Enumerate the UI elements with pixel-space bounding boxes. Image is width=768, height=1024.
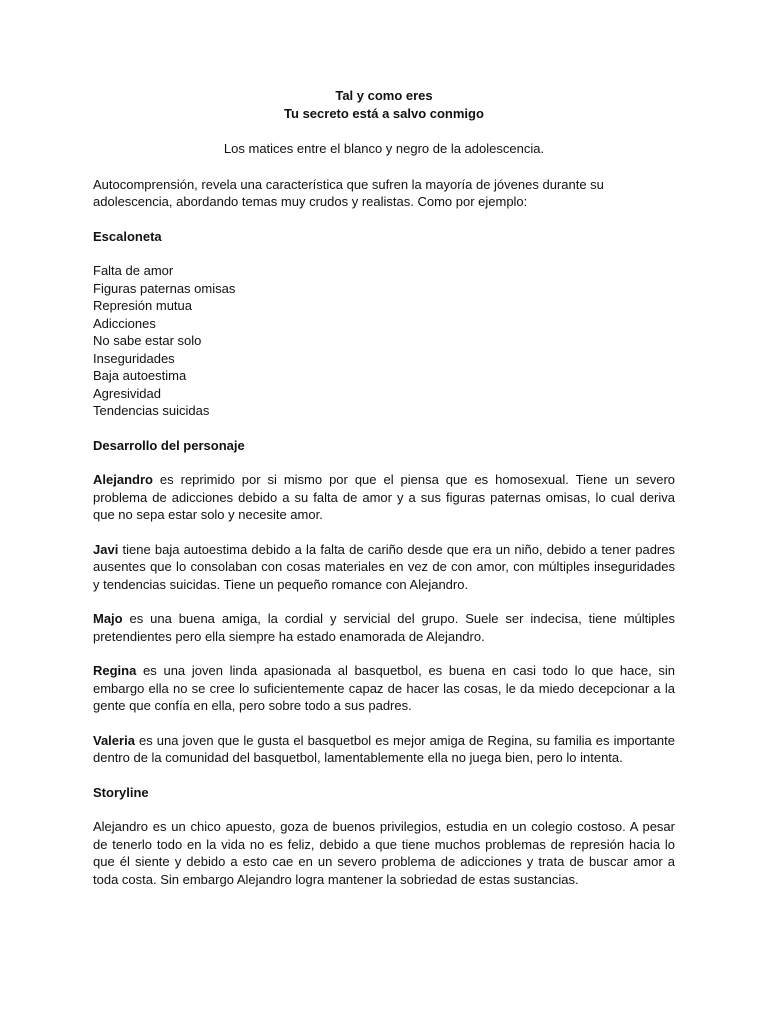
character-description: tiene baja autoestima debido a la falta de cariño desde que era un niño, debido a tener padres ausentes que lo consolaban con cosas materiales en vez de con amor, con múltiples inseguridades y tendencias suicidas. Tiene un pequeño romance con Alejandro. [93, 541, 675, 592]
character-paragraph-javi [93, 541, 675, 594]
character-name: Alejandro [93, 472, 153, 487]
character-name: Valeria [93, 732, 135, 748]
list-item: Represión mutua [93, 298, 192, 313]
document-subtitle-title: Tu secreto está a salvo conmigo [284, 105, 484, 121]
document-tagline: Los matices entre el blanco y negro de la adolescencia. [223, 141, 545, 156]
character-description: es una buena amiga, la cordial y servicial del grupo. Suele ser indecisa, tiene múltiples pretendientes pero ella siempre ha estado enamorada de Alejandro. [93, 611, 675, 644]
intro-paragraph: Autocomprensión, revela una característica que sufren la mayoría de jóvenes durante su adolescencia, abordando temas muy crudos y realistas. Como por ejemplo: [93, 176, 604, 209]
section-heading-escaloneta: Escaloneta [93, 228, 162, 244]
section-heading-personaje: Desarrollo del personaje [93, 437, 245, 453]
character-description: es una joven que le gusta el basquetbol es mejor amiga de Regina, su familia es importante dentro de la comunidad del basquetbol, lamentablemente ella no juega bien, pero lo intenta. [93, 732, 675, 765]
escaloneta-list [93, 262, 675, 420]
list-item: Baja autoestima [93, 368, 187, 383]
list-item: Figuras paternas omisas [93, 280, 236, 296]
list-item: Adicciones [93, 315, 156, 331]
character-name: Regina [93, 663, 137, 678]
character-name: Majo [93, 611, 123, 626]
list-item: Inseguridades [93, 350, 175, 366]
list-item: No sabe estar solo [93, 333, 202, 348]
character-paragraph-alejandro [93, 471, 675, 524]
list-item: Falta de amor [93, 263, 174, 278]
character-paragraph-valeria [93, 732, 675, 767]
list-item: Agresividad [93, 385, 161, 401]
list-item: Tendencias suicidas [93, 403, 210, 418]
document-title: Tal y como eres [335, 88, 433, 103]
character-description: es reprimido por si mismo por que el piensa que es homosexual. Tiene un severo problema de adicciones debido a su falta de amor y a sus figuras paternas omisas, lo cual deriva que no sepa estar solo y necesite amor. [93, 472, 675, 522]
section-heading-storyline: Storyline [93, 784, 149, 800]
character-paragraph-majo [93, 610, 675, 645]
character-description: es una joven linda apasionada al basquetbol, es buena en casi todo lo que hace, sin embargo ella no se cree lo suficientemente capaz de hacer las cosas, le da miedo decepcionar a la gente que confía en ella, pero sobre todo a sus padres. [93, 663, 675, 713]
storyline-paragraph: Alejandro es un chico apuesto, goza de buenos privilegios, estudia en un colegio costoso. A pesar de tenerlo todo en la vida no es feliz, debido a que tiene muchos problemas de represión hacia lo que él siente y debido a esto cae en un severo problema de adicciones y trata de buscar amor a toda costa. Sin embargo Alejandro logra mantener la sobriedad de estas sustancias. [93, 819, 675, 887]
character-name: Javi [93, 541, 119, 557]
character-paragraph-regina [93, 662, 675, 715]
